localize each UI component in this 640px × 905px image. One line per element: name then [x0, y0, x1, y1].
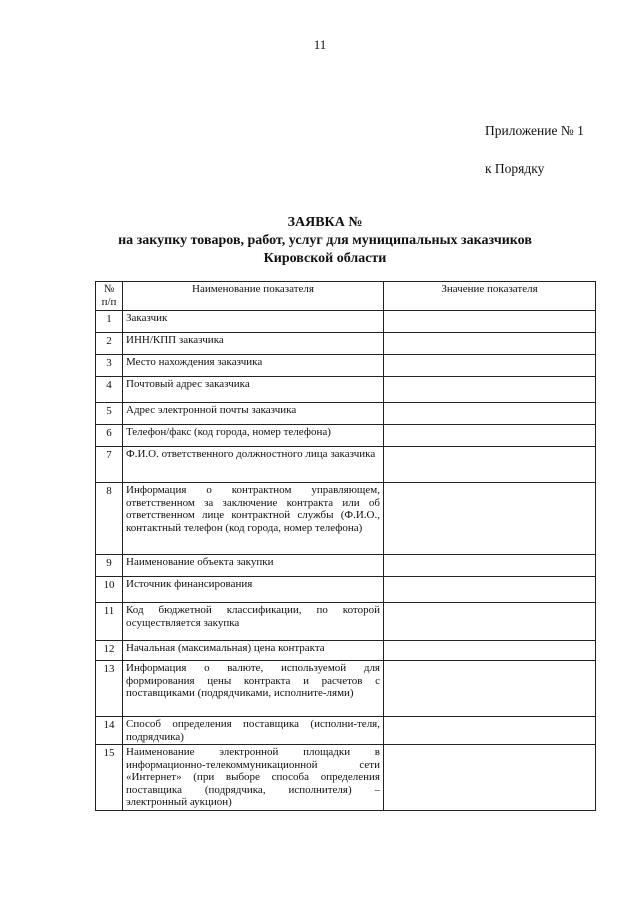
document-title: [90, 214, 560, 268]
indicator-name: Заказчик: [123, 311, 384, 333]
indicator-value[interactable]: [384, 311, 596, 333]
table-row: [96, 555, 596, 577]
indicator-value[interactable]: [384, 403, 596, 425]
indicator-name: Наименование объекта закупки: [123, 555, 384, 577]
table-row: [96, 661, 596, 717]
appendix-line-2: к Порядку: [485, 161, 545, 176]
row-number: 7: [96, 447, 123, 483]
header-value: Значение показателя: [384, 282, 596, 311]
indicator-name: Информация о валюте, используемой для формирования цены контракта и расчетов с поставщиками (подрядчиками, исполните-лями): [123, 661, 384, 717]
table-row: [96, 641, 596, 661]
indicator-name: Информация о контрактном управляющем, ответственном за заключение контракта или об ответственном лице контрактной службы (Ф.И.О., контактный телефон (код города, номер телефона): [123, 483, 384, 555]
row-number: 13: [96, 661, 123, 717]
table-row: [96, 311, 596, 333]
table-row: [96, 355, 596, 377]
indicator-name: Телефон/факс (код города, номер телефона): [123, 425, 384, 447]
appendix-label: [485, 123, 584, 176]
page-number: 11: [313, 37, 327, 52]
row-number: 11: [96, 603, 123, 641]
indicator-name: Код бюджетной классификации, по которой осуществляется закупка: [123, 603, 384, 641]
row-number: 4: [96, 377, 123, 403]
indicator-value[interactable]: [384, 555, 596, 577]
indicator-value[interactable]: [384, 355, 596, 377]
indicator-value[interactable]: [384, 333, 596, 355]
row-number: 3: [96, 355, 123, 377]
table-row: [96, 577, 596, 603]
table-row: [96, 333, 596, 355]
row-number: 14: [96, 717, 123, 745]
request-table: [95, 281, 596, 811]
indicator-name: Источник финансирования: [123, 577, 384, 603]
table-row: [96, 403, 596, 425]
row-number: 6: [96, 425, 123, 447]
indicator-name: Адрес электронной почты заказчика: [123, 403, 384, 425]
row-number: 12: [96, 641, 123, 661]
indicator-value[interactable]: [384, 661, 596, 717]
indicator-name: Способ определения поставщика (исполни-теля, подрядчика): [123, 717, 384, 745]
row-number: 8: [96, 483, 123, 555]
indicator-name: Почтовый адрес заказчика: [123, 377, 384, 403]
indicator-value[interactable]: [384, 577, 596, 603]
indicator-value[interactable]: [384, 603, 596, 641]
indicator-value[interactable]: [384, 641, 596, 661]
title-line-3: Кировской области: [263, 251, 387, 266]
indicator-name: Наименование электронной площадки в информационно-телекоммуникационной сети «Интернет» (при выборе способа определения поставщика (подрядчика, исполнителя) – электронный аукцион): [123, 745, 384, 811]
title-line-2: на закупку товаров, работ, услуг для муниципальных заказчиков: [118, 233, 532, 248]
indicator-value[interactable]: [384, 377, 596, 403]
table-header-row: [96, 282, 596, 311]
appendix-line-1: Приложение № 1: [485, 123, 584, 138]
header-num: № п/п: [96, 282, 123, 311]
indicator-value[interactable]: [384, 745, 596, 811]
table-row: [96, 483, 596, 555]
header-name: Наименование показателя: [123, 282, 384, 311]
table-row: [96, 745, 596, 811]
table-row: [96, 717, 596, 745]
title-line-1: ЗАЯВКА №: [287, 215, 363, 230]
indicator-name: Место нахождения заказчика: [123, 355, 384, 377]
indicator-name: ИНН/КПП заказчика: [123, 333, 384, 355]
indicator-value[interactable]: [384, 425, 596, 447]
indicator-name: Начальная (максимальная) цена контракта: [123, 641, 384, 661]
row-number: 5: [96, 403, 123, 425]
row-number: 15: [96, 745, 123, 811]
indicator-value[interactable]: [384, 447, 596, 483]
table-row: [96, 603, 596, 641]
row-number: 1: [96, 311, 123, 333]
table-row: [96, 425, 596, 447]
table-row: [96, 447, 596, 483]
indicator-value[interactable]: [384, 717, 596, 745]
row-number: 9: [96, 555, 123, 577]
table-row: [96, 377, 596, 403]
row-number: 2: [96, 333, 123, 355]
row-number: 10: [96, 577, 123, 603]
indicator-name: Ф.И.О. ответственного должностного лица заказчика: [123, 447, 384, 483]
indicator-value[interactable]: [384, 483, 596, 555]
